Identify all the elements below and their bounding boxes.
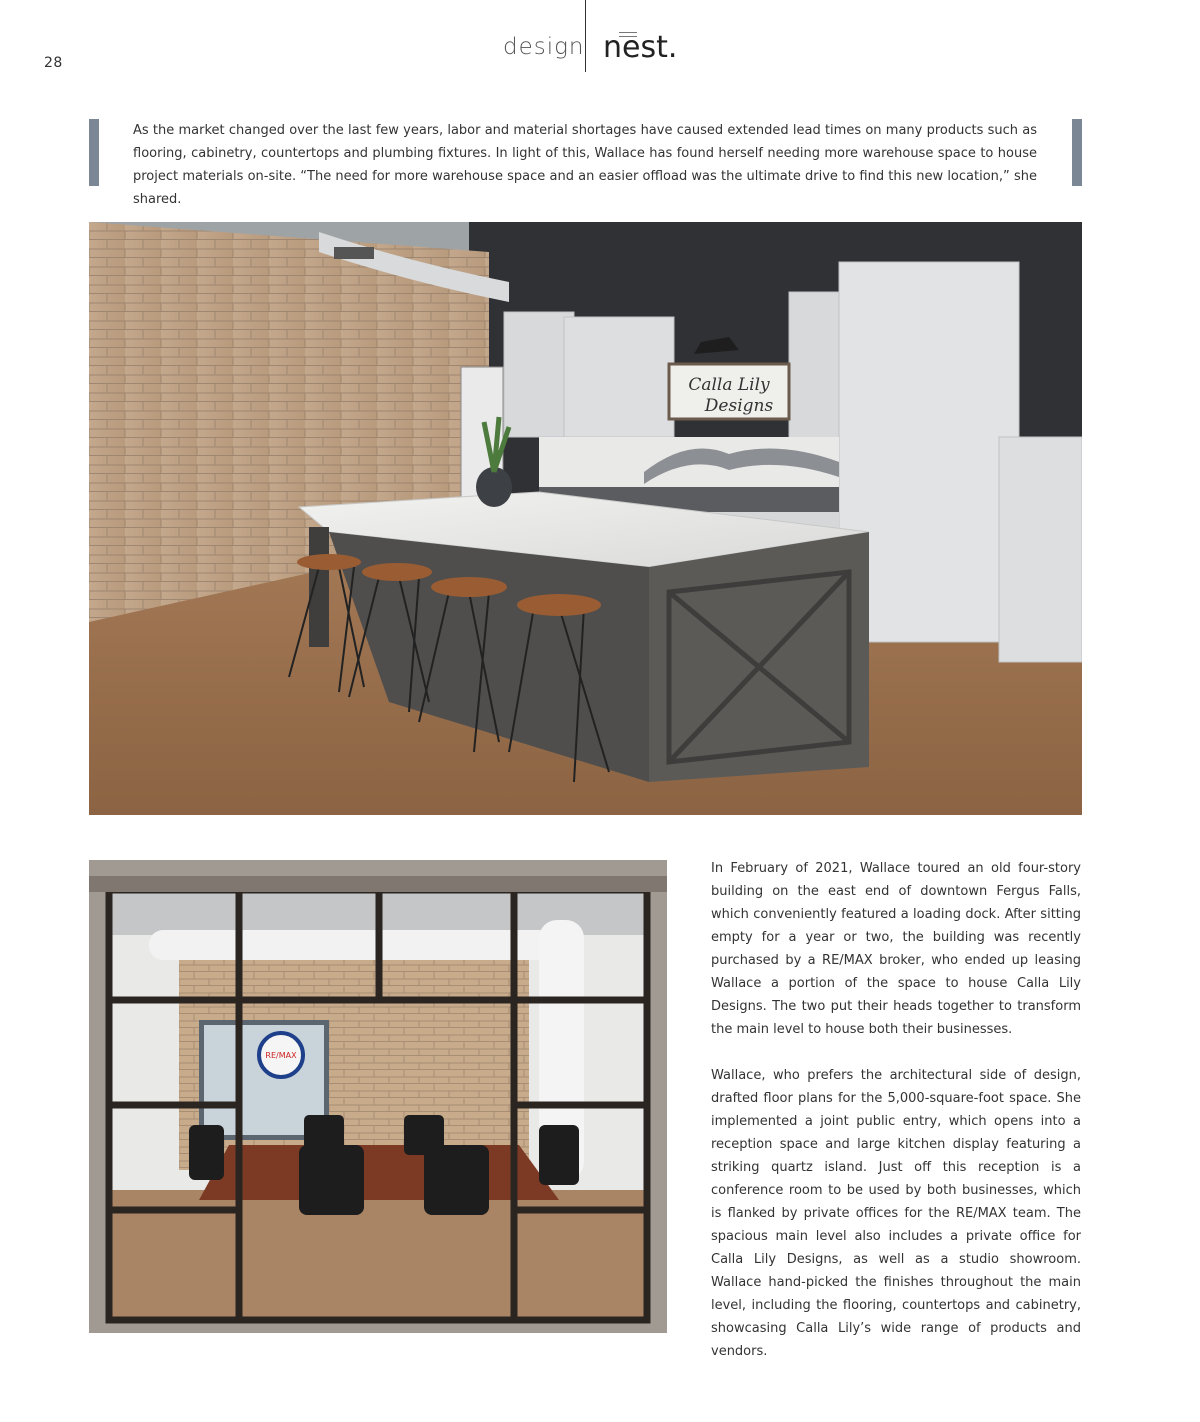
- pull-quote: As the market changed over the last few years, labor and material shortages have caused extended lead times on many products such as flooring, cabinetry, countertops and plumbing fixtures. In light of this, Wallace has found herself needing more warehouse space to house project materials on-site. “The need for more warehouse space and an easier offload was the ultimate drive to find this new location,” she shared.: [133, 123, 1037, 207]
- pull-quote-bar-right: [1072, 119, 1082, 186]
- magazine-logo: nest.: [603, 30, 678, 65]
- header-divider: [585, 0, 586, 72]
- kitchen-photo: [89, 222, 1082, 815]
- kitchen-sign-line2: Designs: [704, 396, 774, 416]
- kitchen-sign-line1: Calla Lily: [688, 375, 770, 395]
- article-body: [711, 857, 1081, 1386]
- article-paragraph-1: In February of 2021, Wallace toured an old four-story building on the east end of downtown Fergus Falls, which conveniently featured a loading dock. After sitting empty for a year or two, the building was recently purchased by a RE/MAX broker, who ended up leasing Wallace a portion of the space to house Calla Lily Designs. The two put their heads together to transform the main level to house both their businesses.: [711, 861, 1081, 1037]
- conference-room-photo: [89, 860, 667, 1333]
- section-title: design: [503, 34, 585, 60]
- pull-quote-bar-left: [89, 119, 99, 186]
- page-number: 28: [44, 55, 63, 71]
- remax-logo-text: RE/MAX: [265, 1051, 297, 1060]
- article-paragraph-2: Wallace, who prefers the architectural side of design, drafted floor plans for the 5,000-square-foot space. She implemented a joint public entry, which opens into a reception space and large kitchen display featuring a striking quartz island. Just off this reception is a conference room to be used by both businesses, which is flanked by private offices for the RE/MAX team. The spacious main level also includes a private office for Calla Lily Designs, as well as a studio showroom. Wallace hand-picked the finishes throughout the main level, including the flooring, countertops and cabinetry, showcasing Calla Lily’s wide range of products and vendors.: [711, 1068, 1081, 1359]
